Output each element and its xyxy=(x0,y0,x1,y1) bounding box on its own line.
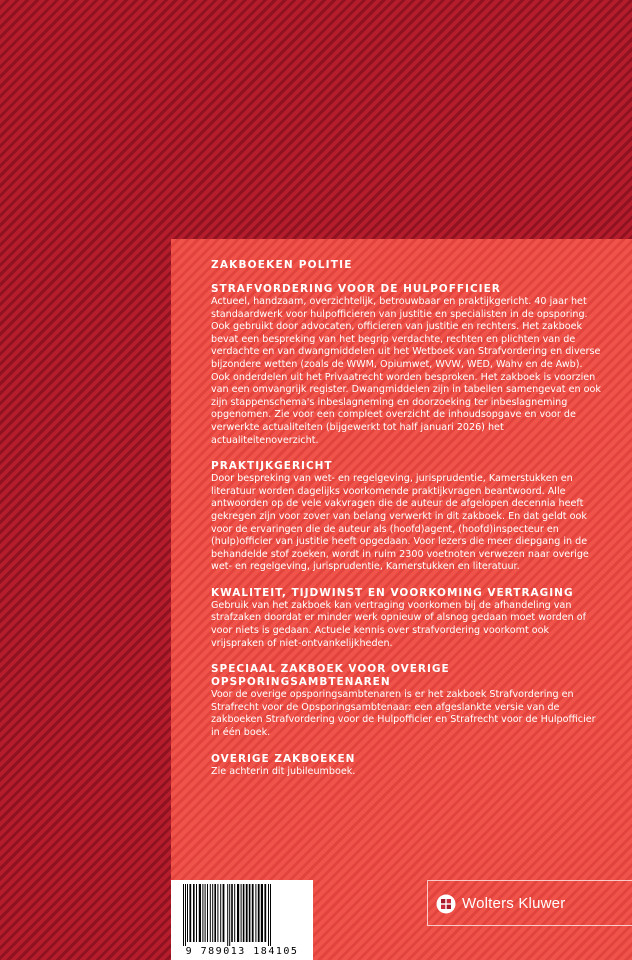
section-heading-kwaliteit: KWALITEIT, TIJDWINST EN VOORKOMING VERTRAGING xyxy=(211,586,574,599)
barcode-image xyxy=(181,884,303,946)
isbn-number: 9 789013 184105 xyxy=(185,946,299,957)
section-heading-overige-zakboeken: OVERIGE ZAKBOEKEN xyxy=(211,752,356,765)
section-body-strafvordering: Actueel, handzaam, overzichtelijk, betrouwbaar en praktijkgericht. 40 jaar het standaardwerk voor hulpofficieren van justitie en specialisten in de opsporing. Ook gebruikt door advocaten, officieren van justitie en rechters. Het zakboek bevat een bespreking van het begrip verdachte, rechten en plichten van de verdachte en van dwangmiddelen uit het Wetboek van Strafvordering en diverse bijzondere wetten (zoals de WWM, Opiumwet, WVW, WED, Wahv en de Awb). Ook onderdelen uit het Privaatrecht worden besproken. Het zakboek is voorzien van een omvangrijk register. Dwangmiddelen zijn in tabellen samengevat en ook zijn stappenschema's inbeslagneming en doorzoeking ter inbeslagneming opgenomen. Zie voor een compleet overzicht de inhoudsopgave en voor de verwerkte actualiteiten (bijgewerkt tot half januari 2026) het actualiteitenoverzicht. xyxy=(211,296,601,446)
section-heading-speciaal-zakboek: SPECIAAL ZAKBOEK VOOR OVERIGE OPSPORINGSAMBTENAREN xyxy=(211,663,450,689)
section-body-speciaal-zakboek: Voor de overige opsporingsambtenaren is er het zakboek Strafvordering en Strafrecht voor de Opsporingsambtenaar: een afgeslankte versie van de zakboeken Strafvordering voor de Hulpofficier en Strafrecht voor de Hulpofficier in één boek. xyxy=(211,689,596,739)
publisher-name: Wolters Kluwer xyxy=(462,895,566,912)
section-body-overige-zakboeken: Zie achterin dit jubileumboek. xyxy=(211,765,356,777)
series-title: ZAKBOEKEN POLITIE xyxy=(211,259,353,271)
publisher-logo xyxy=(427,880,632,926)
text-panel xyxy=(171,239,632,960)
section-body-kwaliteit: Gebruik van het zakboek kan vertraging voorkomen bij de afhandeling van strafzaken doordat er minder werk opnieuw of alsnog gedaan moet worden of voor niets is gedaan. Actuele kennis over strafvordering voorkomt ook vrijspraken of niet-ontvankelijkheden. xyxy=(211,599,587,649)
section-heading-praktijkgericht: PRAKTIJKGERICHT xyxy=(211,460,333,473)
section-heading-strafvordering: STRAFVORDERING VOOR DE HULPOFFICIER xyxy=(211,283,501,295)
barcode-area xyxy=(171,880,313,960)
section-body-praktijkgericht: Door bespreking van wet- en regelgeving, jurisprudentie, Kamerstukken en literatuur worden dagelijks voorkomende praktijkvragen beantwoord. Alle antwoorden op de vele vakvragen die de auteur de afgelopen decennia heeft gekregen zijn voor zover van belang verwerkt in dit zakboek. En dat geldt ook voor de ervaringen die de auteur als (hoofd)agent, (hoofd)inspecteur en (hulp)officier van justitie heeft opgedaan. Voor lezers die meer diepgang in de behandelde stof zoeken, wordt in ruim 2300 voetnoten verwezen naar overige wet- en regelgeving, jurisprudentie, Kamerstukken en literatuur. xyxy=(211,473,589,573)
wolters-kluwer-logo-icon xyxy=(436,894,456,914)
back-cover-text xyxy=(211,259,603,791)
